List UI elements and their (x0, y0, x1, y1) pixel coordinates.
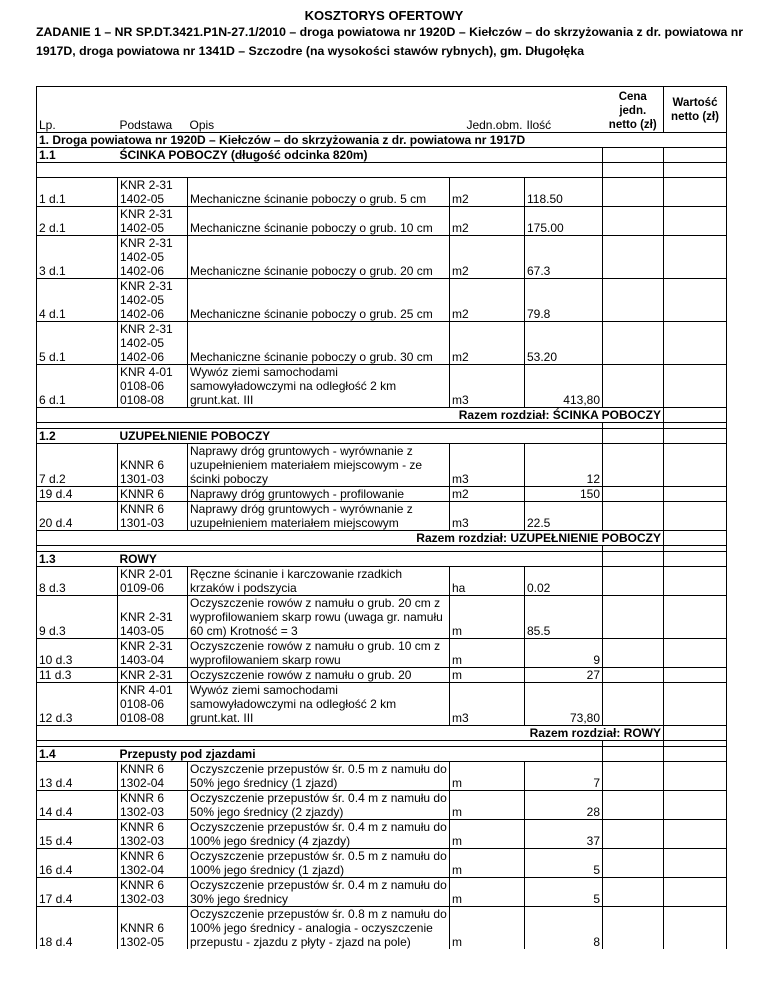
col-wartosc: Wartość netto (zł) (664, 87, 727, 133)
row-wartosc (664, 791, 727, 820)
row-opis: Oczyszczenie przepustów śr. 0.4 m z namułu do 100% jego średnicy (4 zjazdy) (188, 820, 450, 849)
spacer-cell (450, 163, 525, 178)
col-jedn: Jedn.obm. (450, 87, 525, 133)
row-lp: 7 d.2 (37, 444, 118, 487)
podstawa-line: 1302-03 (120, 834, 165, 848)
podstawa-line: KNNR 6 (120, 791, 165, 805)
spacer-cell (188, 163, 450, 178)
row-lp: 18 d.4 (37, 907, 118, 950)
row-lp: 6 d.1 (37, 365, 118, 408)
row-wartosc (664, 596, 727, 639)
podstawa-line: KNR 4-01 (120, 365, 173, 379)
row-cena (603, 567, 664, 596)
podstawa-line: 1402-05 1402-06 (120, 336, 165, 364)
row-opis: Wywóz ziemi samochodami samowyładowczymi na odległość 2 km grunt.kat. III (188, 365, 450, 408)
row-jedn: m3 (450, 683, 525, 726)
row-jedn: ha (450, 567, 525, 596)
row-cena (603, 820, 664, 849)
podstawa-line: 1403-05 (120, 624, 165, 638)
row-ilosc: 67.3 (525, 236, 603, 279)
row-cena (603, 322, 664, 365)
row-jedn: m2 (450, 236, 525, 279)
row-podstawa (118, 444, 188, 487)
section-title: UZUPEŁNIENIE POBOCZY (118, 429, 603, 444)
podstawa-line: KNNR 6 (120, 762, 165, 776)
row-cena (603, 791, 664, 820)
table-row (37, 907, 727, 950)
row-podstawa (118, 567, 188, 596)
row-wartosc (664, 279, 727, 322)
row-wartosc (664, 502, 727, 531)
podstawa-line: 1301-03 (120, 516, 165, 530)
row-cena (603, 207, 664, 236)
row-lp: 8 d.3 (37, 567, 118, 596)
row-cena (603, 365, 664, 408)
row-podstawa (118, 683, 188, 726)
row-ilosc: 53.20 (525, 322, 603, 365)
podstawa-line: KNNR 6 (120, 820, 165, 834)
header-row (37, 87, 727, 133)
table-row (37, 820, 727, 849)
row-jedn: m2 (450, 279, 525, 322)
row-ilosc: 8 (525, 907, 603, 950)
part-title: 1. Droga powiatowa nr 1920D – Kiełczów – do skrzyżowania z dr. powiatowa nr 1917D (37, 133, 664, 148)
row-cena (603, 849, 664, 878)
section-total-row (37, 531, 727, 546)
row-cena (603, 762, 664, 791)
section-row (37, 552, 727, 567)
row-ilosc: 22.5 (525, 502, 603, 531)
row-lp: 14 d.4 (37, 791, 118, 820)
row-ilosc: 28 (525, 791, 603, 820)
row-lp: 15 d.4 (37, 820, 118, 849)
row-wartosc (664, 639, 727, 668)
section-empty-wartosc (664, 429, 727, 444)
row-opis: Mechaniczne ścinanie poboczy o grub. 5 cm (188, 178, 450, 207)
row-podstawa (118, 365, 188, 408)
row-opis: Oczyszczenie przepustów śr. 0.5 m z namułu do 100% jego średnicy (1 zjazd) (188, 849, 450, 878)
podstawa-line: 1302-05 (120, 935, 165, 949)
section-total: Razem rozdział: ROWY (37, 726, 664, 741)
section-row (37, 747, 727, 762)
row-lp: 20 d.4 (37, 502, 118, 531)
table-row (37, 878, 727, 907)
podstawa-line: 1402-05 1402-06 (120, 293, 165, 321)
section-empty-wartosc (664, 148, 727, 163)
row-ilosc: 27 (525, 668, 603, 683)
row-cena (603, 487, 664, 502)
row-cena (603, 639, 664, 668)
row-podstawa (118, 639, 188, 668)
row-jedn: m2 (450, 487, 525, 502)
row-cena (603, 878, 664, 907)
podstawa-line: KNR 2-31 (120, 207, 173, 221)
row-lp: 5 d.1 (37, 322, 118, 365)
row-opis: Mechaniczne ścinanie poboczy o grub. 20 cm (188, 236, 450, 279)
podstawa-line: KNR 2-31 (120, 279, 173, 293)
row-ilosc: 5 (525, 878, 603, 907)
row-jedn: m3 (450, 365, 525, 408)
table-row (37, 322, 727, 365)
row-wartosc (664, 178, 727, 207)
row-jedn: m3 (450, 444, 525, 487)
podstawa-line: KNNR 6 (120, 921, 165, 935)
part-title-row (37, 133, 727, 148)
row-wartosc (664, 683, 727, 726)
row-wartosc (664, 878, 727, 907)
row-podstawa (118, 791, 188, 820)
row-jedn: m (450, 596, 525, 639)
row-opis: Naprawy dróg gruntowych - wyrównanie z uzupełnieniem materiałem miejscowym (188, 502, 450, 531)
table-row (37, 236, 727, 279)
section-empty-cena (603, 552, 664, 567)
row-lp: 13 d.4 (37, 762, 118, 791)
section-row (37, 429, 727, 444)
row-wartosc (664, 365, 727, 408)
podstawa-line: KNR 2-31 (120, 668, 173, 682)
section-empty-cena (603, 747, 664, 762)
table-row (37, 502, 727, 531)
row-wartosc (664, 444, 727, 487)
row-jedn: m3 (450, 502, 525, 531)
podstawa-line: KNR 4-01 (120, 683, 173, 697)
row-opis: Mechaniczne ścinanie poboczy o grub. 30 cm (188, 322, 450, 365)
row-cena (603, 236, 664, 279)
row-podstawa (118, 322, 188, 365)
podstawa-line: 1302-04 (120, 776, 165, 790)
row-jedn: m (450, 849, 525, 878)
podstawa-line: KNR 2-31 (120, 639, 173, 653)
table-row (37, 791, 727, 820)
row-wartosc (664, 487, 727, 502)
row-podstawa (118, 878, 188, 907)
row-jedn: m (450, 791, 525, 820)
row-ilosc: 0.02 (525, 567, 603, 596)
row-cena (603, 907, 664, 950)
row-jedn: m (450, 762, 525, 791)
row-ilosc: 118.50 (525, 178, 603, 207)
row-jedn: m (450, 820, 525, 849)
podstawa-line: KNR 2-31 (120, 610, 173, 624)
row-ilosc: 413,80 (525, 365, 603, 408)
row-wartosc (664, 907, 727, 950)
row-wartosc (664, 322, 727, 365)
section-title: ROWY (118, 552, 603, 567)
podstawa-line: 0109-06 (120, 581, 165, 595)
row-cena (603, 502, 664, 531)
col-lp: Lp. (37, 87, 118, 133)
section-title: Przepusty pod zjazdami (118, 747, 603, 762)
row-lp: 16 d.4 (37, 849, 118, 878)
podstawa-line: KNNR 6 (120, 878, 165, 892)
podstawa-line: KNNR 6 (120, 502, 165, 516)
row-podstawa (118, 178, 188, 207)
section-total: Razem rozdział: ŚCINKA POBOCZY (37, 408, 664, 423)
row-opis: Wywóz ziemi samochodami samowyładowczymi na odległość 2 km grunt.kat. III (188, 683, 450, 726)
row-opis: Mechaniczne ścinanie poboczy o grub. 25 cm (188, 279, 450, 322)
spacer-cell (603, 163, 664, 178)
row-jedn: m (450, 639, 525, 668)
col-cena: Cena jedn. netto (zł) (603, 87, 664, 133)
podstawa-line: KNR 2-01 (120, 567, 173, 581)
section-number: 1.3 (37, 552, 118, 567)
row-lp: 12 d.3 (37, 683, 118, 726)
row-lp: 17 d.4 (37, 878, 118, 907)
section-title: ŚCINKA POBOCZY (długość odcinka 820m) (118, 148, 603, 163)
row-opis: Oczyszczenie rowów z namułu o grub. 10 cm z wyprofilowaniem skarp rowu (188, 639, 450, 668)
table-row (37, 365, 727, 408)
row-opis: Naprawy dróg gruntowych - profilowanie (188, 487, 450, 502)
row-ilosc: 5 (525, 849, 603, 878)
podstawa-line: 1402-05 (120, 192, 165, 206)
row-opis: Oczyszczenie rowów z namułu o grub. 20 cm z wyprofilowaniem skarp rowu (uwaga gr. namułu 60 cm) Krotność = 3 (188, 596, 450, 639)
podstawa-line: 1402-05 1402-06 (120, 250, 165, 278)
col-opis: Opis (188, 87, 450, 133)
row-podstawa (118, 207, 188, 236)
row-cena (603, 444, 664, 487)
row-podstawa (118, 487, 188, 502)
podstawa-line: 1302-03 (120, 805, 165, 819)
podstawa-line: KNR 2-31 (120, 178, 173, 192)
row-wartosc (664, 849, 727, 878)
row-opis: Oczyszczenie przepustów śr. 0.4 m z namułu do 30% jego średnicy (188, 878, 450, 907)
table-row (37, 639, 727, 668)
row-opis: Ręczne ścinanie i karczowanie rzadkich krzaków i podszycia (188, 567, 450, 596)
row-lp: 1 d.1 (37, 178, 118, 207)
row-cena (603, 178, 664, 207)
row-opis: Oczyszczenie przepustów śr. 0.8 m z namułu do 100% jego średnicy - analogia - oczyszczenie przepustu - zjazdu z płyty - zjazd na pole) (188, 907, 450, 950)
row-lp: 9 d.3 (37, 596, 118, 639)
row-podstawa (118, 279, 188, 322)
podstawa-line: KNR 2-31 (120, 322, 173, 336)
page-title: KOSZTORYS OFERTOWY (304, 8, 464, 23)
row-ilosc: 79.8 (525, 279, 603, 322)
row-podstawa (118, 849, 188, 878)
spacer-cell (664, 163, 727, 178)
section-number: 1.2 (37, 429, 118, 444)
section-empty-cena (603, 148, 664, 163)
row-ilosc: 73,80 (525, 683, 603, 726)
row-opis: Oczyszczenie przepustów śr. 0.5 m z namułu do 50% jego średnicy (1 zjazd) (188, 762, 450, 791)
row-cena (603, 596, 664, 639)
row-lp: 4 d.1 (37, 279, 118, 322)
row-lp: 10 d.3 (37, 639, 118, 668)
section-total-value (664, 408, 727, 423)
row-wartosc (664, 207, 727, 236)
table-row (37, 849, 727, 878)
row-jedn: m2 (450, 207, 525, 236)
row-ilosc: 150 (525, 487, 603, 502)
section-row (37, 148, 727, 163)
row-podstawa (118, 907, 188, 950)
row-ilosc: 85.5 (525, 596, 603, 639)
row-jedn: m (450, 878, 525, 907)
row-jedn: m (450, 668, 525, 683)
table-row (37, 207, 727, 236)
row-opis: Oczyszczenie rowów z namułu o grub. 20 (188, 668, 450, 683)
podstawa-line: KNNR 6 (120, 458, 165, 472)
row-wartosc (664, 567, 727, 596)
row-jedn: m2 (450, 322, 525, 365)
section-empty-cena (603, 429, 664, 444)
section-number: 1.4 (37, 747, 118, 762)
section-total-value (664, 726, 727, 741)
row-wartosc (664, 236, 727, 279)
section-total-row (37, 726, 727, 741)
section-empty-wartosc (664, 747, 727, 762)
row-ilosc: 9 (525, 639, 603, 668)
row-ilosc: 37 (525, 820, 603, 849)
row-jedn: m2 (450, 178, 525, 207)
row-podstawa (118, 668, 188, 683)
row-lp: 3 d.1 (37, 236, 118, 279)
row-ilosc: 12 (525, 444, 603, 487)
table-row (37, 279, 727, 322)
estimate-table (36, 86, 727, 949)
podstawa-line: 1302-04 (120, 863, 165, 877)
table-row (37, 444, 727, 487)
section-number: 1.1 (37, 148, 118, 163)
spacer-cell (37, 163, 118, 178)
row-jedn: m (450, 907, 525, 950)
row-wartosc (664, 820, 727, 849)
row-podstawa (118, 502, 188, 531)
spacer-cell (525, 163, 603, 178)
section-empty-wartosc (664, 552, 727, 567)
row-wartosc (664, 762, 727, 791)
table-row (37, 487, 727, 502)
table-row (37, 683, 727, 726)
row-cena (603, 668, 664, 683)
spacer-cell (118, 163, 188, 178)
podstawa-line: KNNR 6 (120, 487, 165, 501)
col-ilosc: Ilość (525, 87, 603, 133)
page-subtitle: ZADANIE 1 – NR SP.DT.3421.P1N-27.1/2010 – droga powiatowa nr 1920D – Kiełczów – do skrzyżowania z dr. powiatowa nr 1917D, droga powiatowa nr 1341D – Szczodre (na wysokości stawów rybnych), gm. Długołęka (36, 25, 744, 58)
row-cena (603, 279, 664, 322)
row-cena (603, 683, 664, 726)
spacer-row (37, 163, 727, 178)
row-podstawa (118, 596, 188, 639)
section-total-row (37, 408, 727, 423)
row-lp: 19 d.4 (37, 487, 118, 502)
podstawa-line: KNNR 6 (120, 849, 165, 863)
row-lp: 11 d.3 (37, 668, 118, 683)
table-row (37, 596, 727, 639)
row-ilosc: 175.00 (525, 207, 603, 236)
row-ilosc: 7 (525, 762, 603, 791)
podstawa-line: 1302-03 (120, 892, 165, 906)
podstawa-line: 1403-04 (120, 653, 165, 667)
part-title-empty (664, 133, 727, 148)
table-row (37, 762, 727, 791)
podstawa-line: 1402-05 (120, 221, 165, 235)
row-opis: Mechaniczne ścinanie poboczy o grub. 10 cm (188, 207, 450, 236)
section-total-value (664, 531, 727, 546)
table-row (37, 567, 727, 596)
row-opis: Naprawy dróg gruntowych - wyrównanie z uzupełnieniem materiałem miejscowym - ze ścinki poboczy (188, 444, 450, 487)
row-opis: Oczyszczenie przepustów śr. 0.4 m z namułu do 50% jego średnicy (2 zjazdy) (188, 791, 450, 820)
row-podstawa (118, 762, 188, 791)
table-row (37, 178, 727, 207)
row-wartosc (664, 668, 727, 683)
podstawa-line: KNR 2-31 (120, 236, 173, 250)
col-podstawa: Podstawa (118, 87, 188, 133)
podstawa-line: 0108-06 0108-08 (120, 379, 165, 407)
row-podstawa (118, 236, 188, 279)
row-lp: 2 d.1 (37, 207, 118, 236)
table-row (37, 668, 727, 683)
podstawa-line: 1301-03 (120, 472, 165, 486)
section-total: Razem rozdział: UZUPEŁNIENIE POBOCZY (37, 531, 664, 546)
row-podstawa (118, 820, 188, 849)
podstawa-line: 0108-06 0108-08 (120, 697, 165, 725)
